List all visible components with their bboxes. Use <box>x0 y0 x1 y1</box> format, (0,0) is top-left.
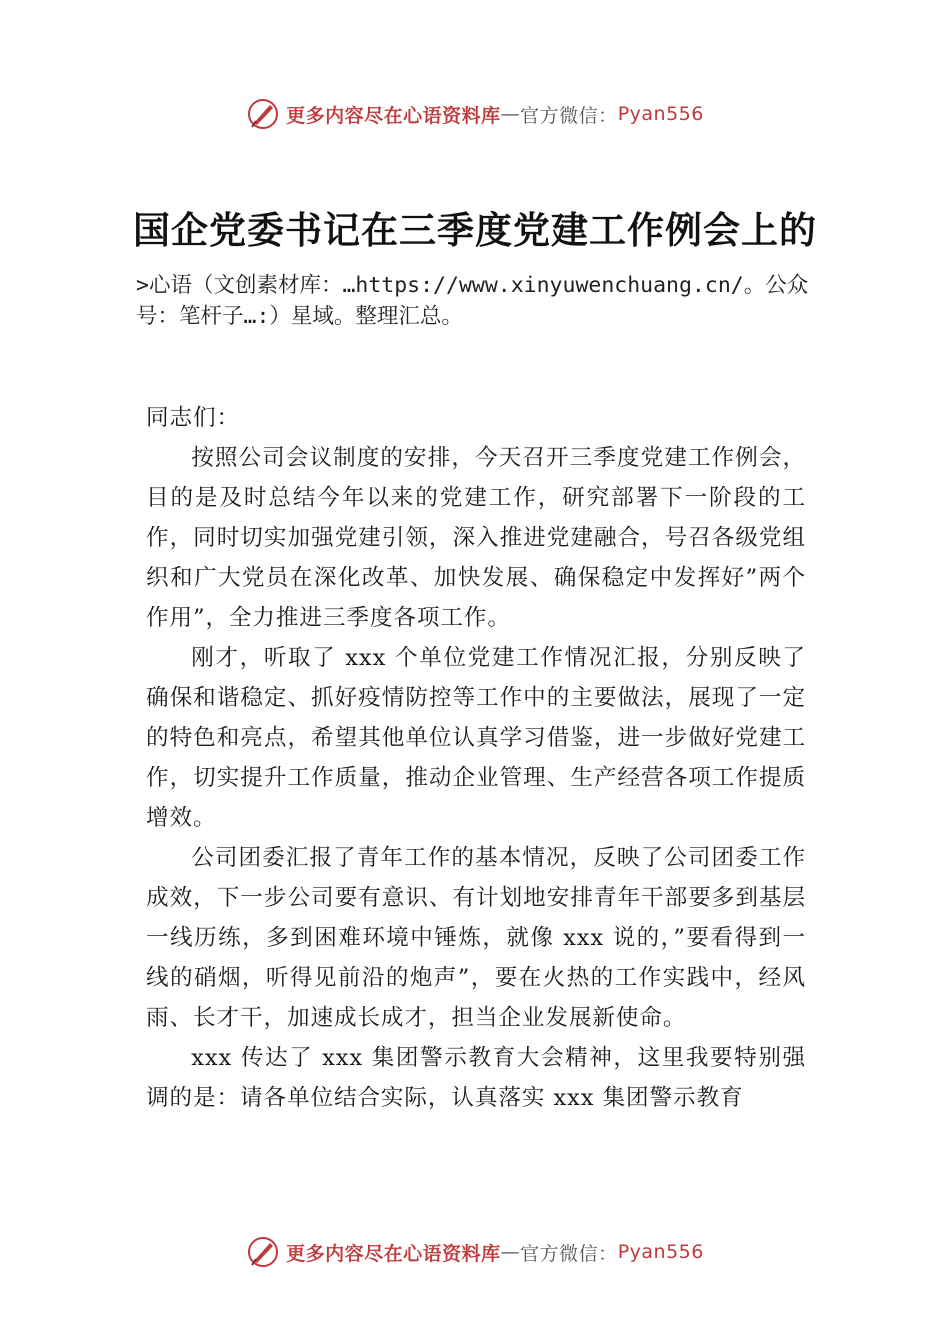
watermark-text <box>286 1239 704 1266</box>
watermark-gray-text: 官方微信： <box>520 1242 618 1265</box>
watermark-red-text: 更多内容尽在心语资料库 <box>286 104 501 127</box>
watermark-dash: — <box>500 103 521 125</box>
salutation: 同志们： <box>146 405 240 431</box>
watermark-text <box>286 101 704 128</box>
watermark-footer <box>0 1232 950 1272</box>
quill-logo-icon <box>246 97 280 131</box>
paragraph: 刚才，听取了 xxx 个单位党建工作情况汇报，分别反映了确保和谐稳定、抓好疫情防控等工作中的主要做法，展现了一定的特色和亮点，希望其他单位认真学习借鉴，进一步做好党建工作，切实提升工作质量，推动企业管理、生产经营各项工作提质增效。 <box>146 645 806 831</box>
document-title: 国企党委书记在三季度党建工作例会上的 <box>133 208 817 252</box>
watermark-header <box>0 94 950 134</box>
paragraph: 公司团委汇报了青年工作的基本情况，反映了公司团委工作成效，下一步公司要有意识、有计划地安排青年干部要多到基层一线历练，多到困难环境中锤炼，就像 xxx 说的，”要看得到一线的硝烟，听得见前沿的炮声”，要在火热的工作实践中，经风雨、长才干，加速成长成才，担当企业发展新使命。 <box>146 845 806 1031</box>
source-note: >心语（文创素材库：…https://www.xinyuwenchuang.cn/。公众号：笔杆子…:）星域。整理汇总。 <box>136 273 809 329</box>
watermark-red-text: 更多内容尽在心语资料库 <box>286 1242 501 1265</box>
document-body <box>146 398 806 1118</box>
watermark-handle: Pyan556 <box>617 103 704 125</box>
watermark-dash: — <box>500 1241 521 1263</box>
quill-logo-icon <box>246 1235 280 1269</box>
watermark-gray-text: 官方微信： <box>520 104 618 127</box>
watermark-handle: Pyan556 <box>617 1241 704 1263</box>
paragraph: xxx 传达了 xxx 集团警示教育大会精神，这里我要特别强调的是：请各单位结合实际，认真落实 xxx 集团警示教育 <box>146 1045 806 1111</box>
paragraph: 按照公司会议制度的安排，今天召开三季度党建工作例会，目的是及时总结今年以来的党建工作，研究部署下一阶段的工作，同时切实加强党建引领，深入推进党建融合，号召各级党组织和广大党员在深化改革、加快发展、确保稳定中发挥好”两个作用”，全力推进三季度各项工作。 <box>146 445 806 631</box>
